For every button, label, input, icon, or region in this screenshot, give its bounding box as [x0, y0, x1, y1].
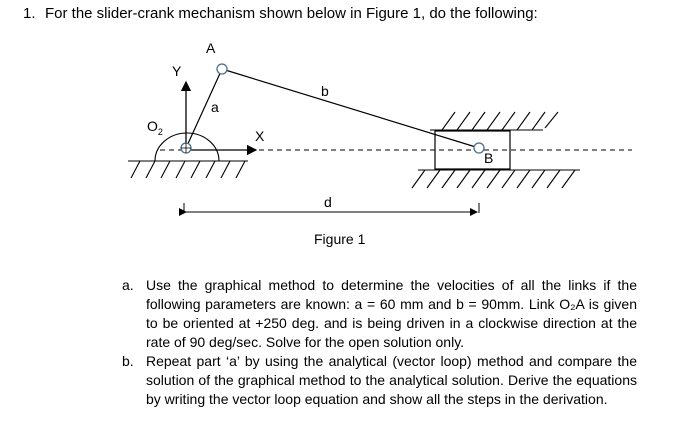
label-y: Y: [172, 63, 182, 79]
label-b-point: B: [484, 150, 494, 166]
label-link-a: a: [211, 99, 219, 115]
question-text: For the slider-crank mechanism shown below in Figure 1, do the following:: [45, 5, 538, 22]
task-marker-a: a.: [122, 277, 134, 293]
slider-block: [435, 131, 510, 169]
label-d: d: [324, 194, 332, 210]
label-o2: $O_2$: [147, 118, 163, 137]
label-x: X: [255, 128, 265, 144]
label-a-point: A: [206, 40, 216, 56]
pin-a: [217, 64, 227, 74]
guide-top: [430, 112, 558, 130]
label-link-b: b: [321, 83, 329, 99]
ground-left: [128, 161, 248, 178]
pin-b: [474, 143, 484, 153]
task-text-b: Repeat part ‘a’ by using the analytical (vector loop) method and compare the solution of the graphical method to the analytical solution. Derive the equations by writing the vector loop equation and show all the steps in the derivation.: [146, 353, 637, 407]
task-list: [122, 276, 637, 409]
figure-caption: Figure 1: [314, 231, 366, 247]
task-text-a: Use the graphical method to determine the velocities of all the links if the following parameters are known: a = 60 mm and b = 90mm. Link O₂A is given to be oriented at +250 deg. and is being driven in a clockwise direction at the rate of 90 deg/sec. Solve for the open solution only.: [146, 277, 637, 350]
task-item-a: [122, 276, 637, 352]
guide-bottom: [412, 170, 580, 188]
question-number: 1.: [23, 5, 36, 22]
task-item-b: [122, 352, 637, 409]
task-marker-b: b.: [122, 353, 134, 369]
